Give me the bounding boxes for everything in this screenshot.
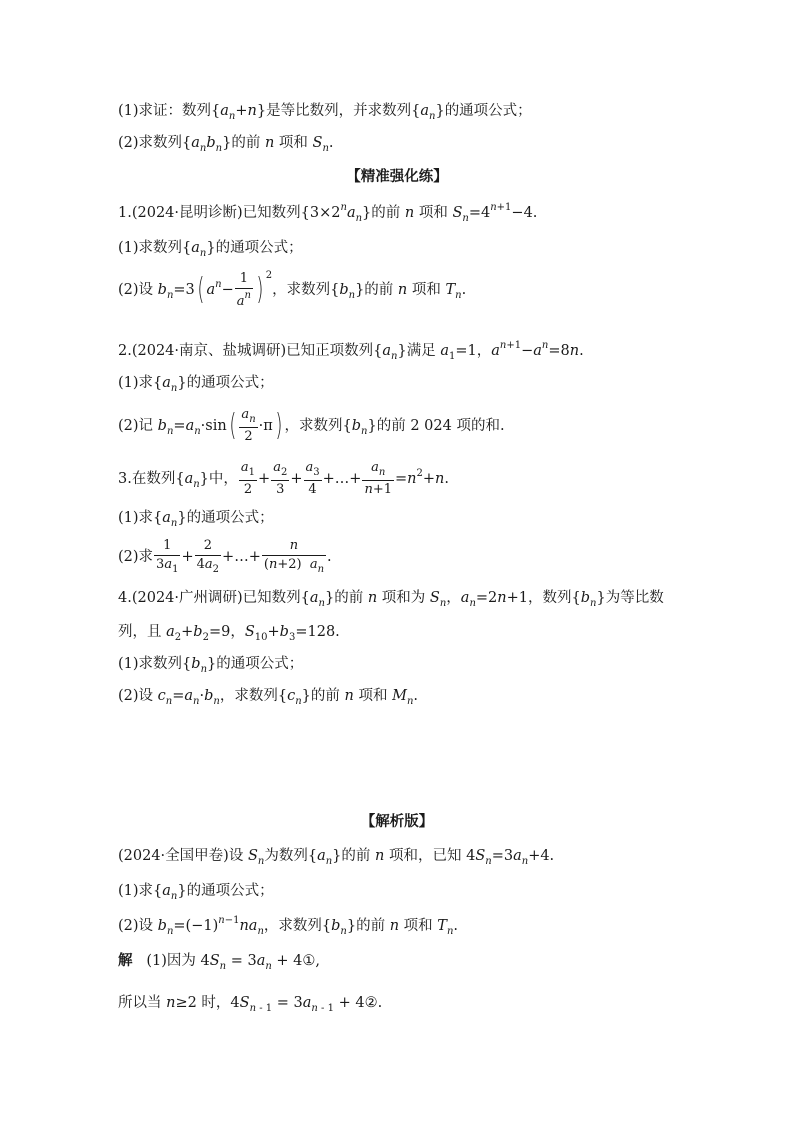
problem1-q1: (1)求数列$\{a_n\}$的通项公式；: [118, 240, 303, 259]
problem3-q2: (2)求 $\frac{1}{3a_1}$ + $\frac{2}{4a_2}$ +…+ $\frac{n}{(n+2) a_n}$ .: [118, 538, 332, 575]
part2-line: (2)求数列$\{a_nb_n\}$的前 n 项和 $S_n$.: [118, 135, 334, 154]
part1-line: (1)求证：数列$\{a_n+n\}$是等比数列，并求数列$\{a_n\}$的通项公式；: [118, 103, 532, 122]
section-solution-heading: 【解析版】: [360, 813, 434, 830]
problem4-q2: (2)设 $c_n=a_n\cdot b_n$，求数列$\{c_n\}$的前 n 项和 $M_n$.: [118, 688, 418, 707]
solution-q2: (2)设 $b_n=(-1)^{n-1}na_n$，求数列$\{b_n\}$的前 n 项和 $T_n$.: [118, 915, 459, 937]
solution-head: (2024·全国甲卷)设 $S_n$为数列$\{a_n\}$的前 n 项和，已知 $4S_n=3a_n+4$.: [118, 848, 555, 867]
problem3-head: 3.在数列$\{a_n\}$中， $\frac{a_1}{2}$ + $\frac{a_2}{3}$ + $\frac{a_3}{4}$ +…+ $\frac{a_n}{n+1}$ $=n^2+n$.: [118, 460, 449, 497]
problem1-q2: (2)设 $b_n=3$( $a^n-$ $\frac{1}{a^n}$ ) $^2$，求数列$\{b_n\}$的前 n 项和 $T_n$.: [118, 270, 467, 309]
problem4-head: 4.(2024·广州调研)已知数列$\{a_n\}$的前 n 项和为 $S_n$，$a_n=2n+1$，数列$\{b_n\}$为等比数: [118, 590, 664, 609]
problem4-head2: 列，且 $a_2+b_2=9$，$S_{10}+b_3=128$.: [118, 624, 340, 643]
problem3-q1: (1)求$\{a_n\}$的通项公式；: [118, 510, 274, 529]
section-training-heading: 【精准强化练】: [346, 168, 448, 185]
problem2-q1: (1)求$\{a_n\}$的通项公式；: [118, 375, 274, 394]
solution-q1: (1)求$\{a_n\}$的通项公式；: [118, 883, 274, 902]
problem2-head: 2.(2024·南京、盐城调研)已知正项数列$\{a_n\}$满足 $a_1=1$，$a^{n+1}-a^n=8n$.: [118, 340, 584, 362]
problem1-head: 1.(2024·昆明诊断)已知数列$\{3\times 2^na_n\}$的前 n 项和 $S_n=4^{n+1}-4$.: [118, 202, 538, 224]
problem4-q1: (1)求数列$\{b_n\}$的通项公式；: [118, 656, 304, 675]
solution-ans1: 解 (1)因为 $4S_n = 3a_n$ + 4①,: [118, 952, 320, 972]
problem2-q2: (2)记 $b_n=a_n\cdot\sin$( $\frac{a_n}{2}$ ·π) ，求数列$\{b_n\}$的前 2 024 项的和.: [118, 407, 505, 444]
solution-ans2: 所以当 n≥2 时，$4S_{n - 1} = 3a_{n - 1}$ + 4②.: [118, 995, 383, 1014]
